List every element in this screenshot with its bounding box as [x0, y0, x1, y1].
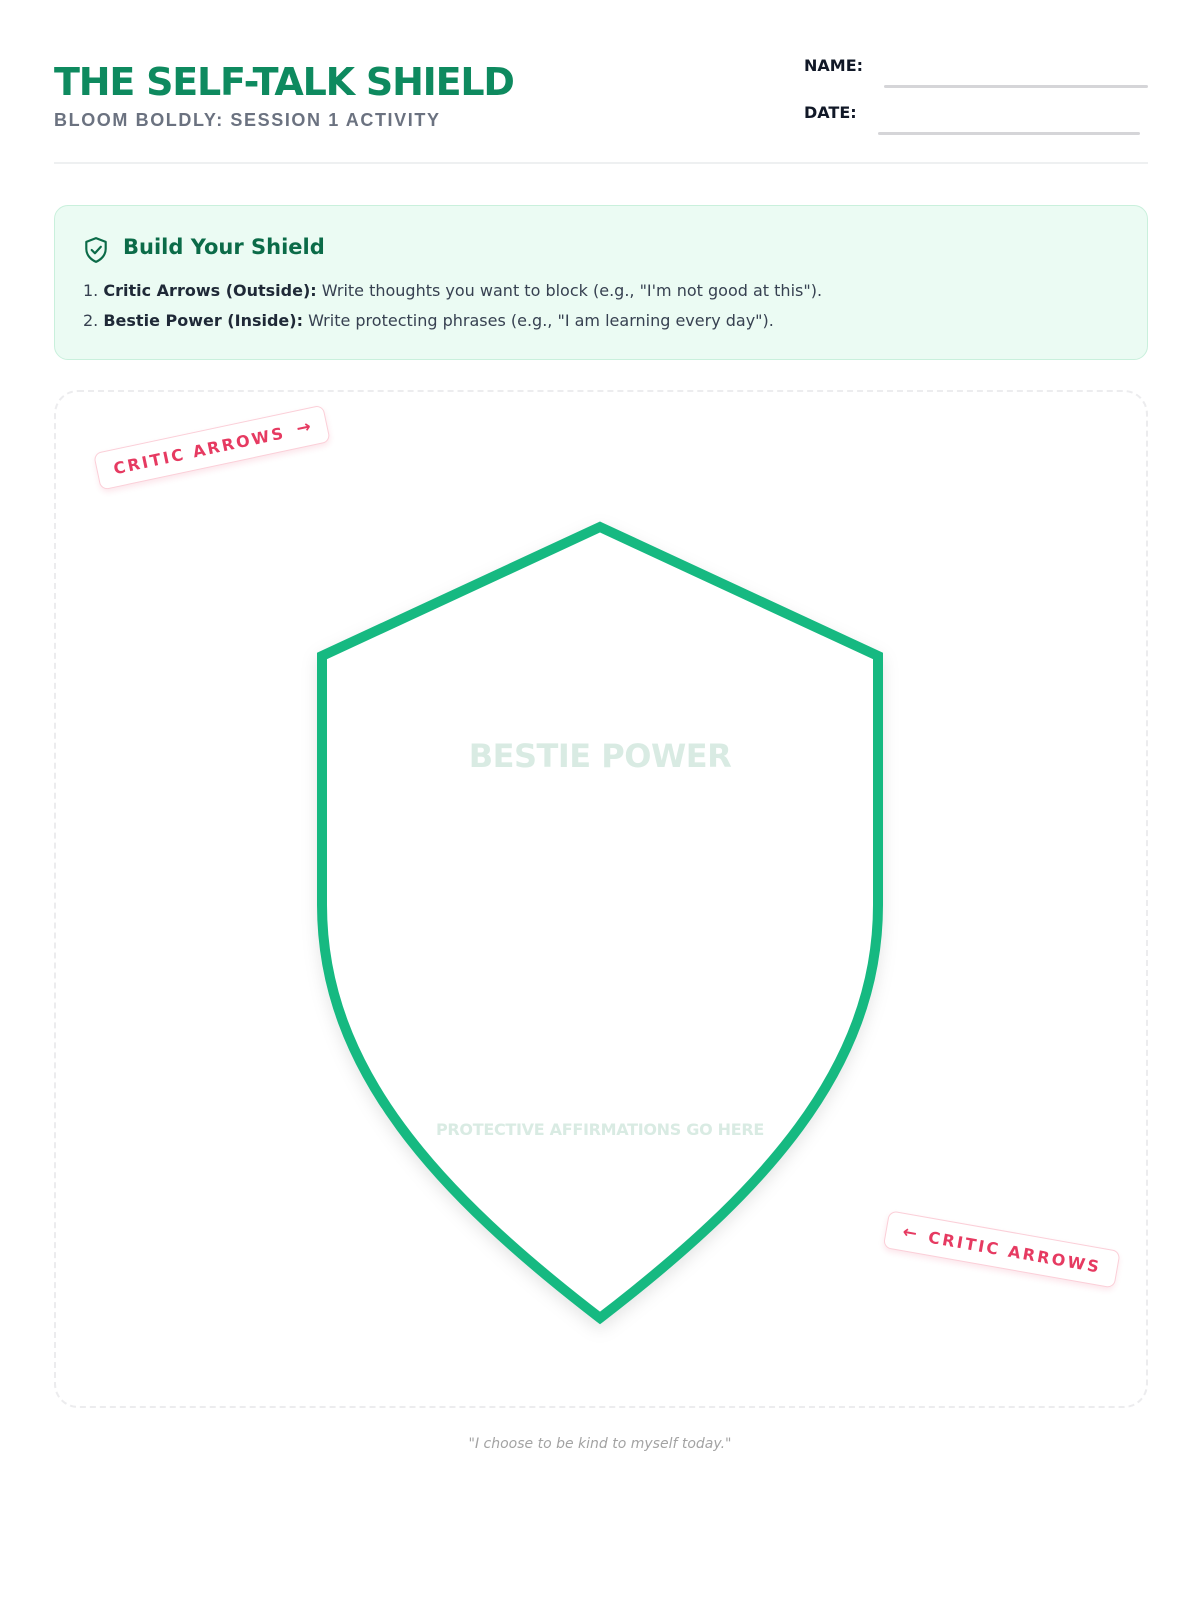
arrow-right-icon: →	[294, 416, 313, 440]
instruction-number: 2.	[83, 311, 99, 330]
instruction-number: 1.	[83, 281, 99, 300]
instruction-bold: Critic Arrows (Outside):	[103, 281, 317, 300]
date-label: DATE:	[804, 103, 857, 122]
bestie-power-heading: BESTIE POWER	[468, 737, 732, 775]
page-title: THE SELF-TALK SHIELD	[54, 60, 514, 104]
instruction-bold: Bestie Power (Inside):	[103, 311, 303, 330]
instructions-heading: Build Your Shield	[123, 235, 325, 259]
critic-arrows-label: CRITIC ARROWS	[926, 1227, 1103, 1277]
arrow-left-icon: ←	[901, 1222, 919, 1245]
instruction-text: Write thoughts you want to block (e.g., "I'm not good at this").	[316, 281, 823, 300]
instruction-text: Write protecting phrases (e.g., "I am learning every day").	[302, 311, 774, 330]
critic-arrows-label: CRITIC ARROWS	[111, 422, 287, 478]
page-subtitle: BLOOM BOLDLY: SESSION 1 ACTIVITY	[54, 110, 441, 130]
footer-quote: "I choose to be kind to myself today."	[468, 1436, 732, 1452]
affirmations-caption: PROTECTIVE AFFIRMATIONS GO HERE	[435, 1120, 765, 1139]
name-label: NAME:	[804, 56, 864, 75]
